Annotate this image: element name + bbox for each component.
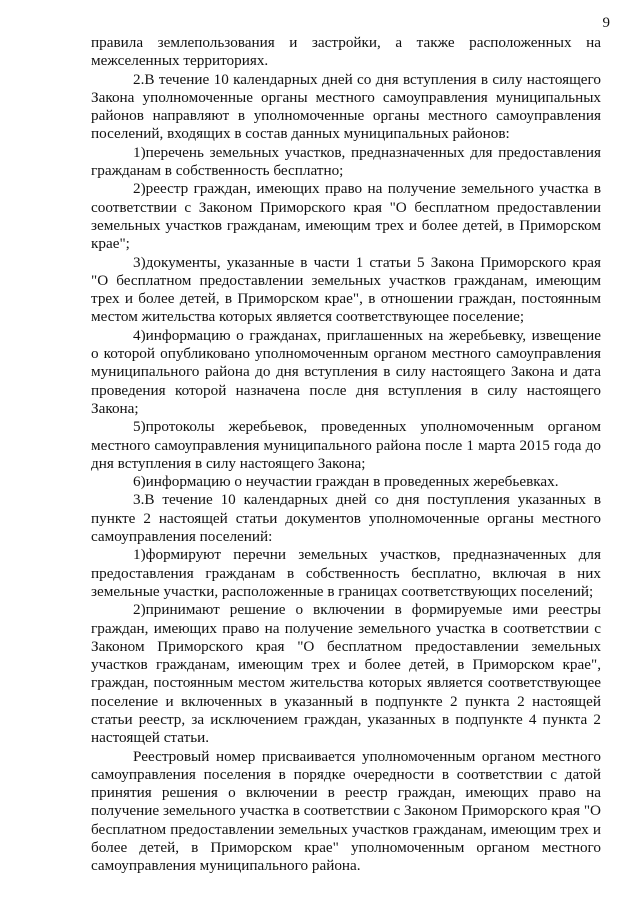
page-number: 9 — [602, 15, 610, 31]
paragraph-subitem-3-2: 2)принимают решение о включении в формируемые ими реестры граждан, имеющих право на получение земельного участка в соответствии с Законом Приморского края "О бесплатном предоставлении земельных участков гражданам, имеющим трех и более детей, в Приморском крае", граждан, постоянным местом жительства которых является соответствующее поселение и включенных в указанный в подпункте 2 пункта 2 настоящей статьи реестр, за исключением граждан, указанных в подпункте 4 пункта 2 настоящей статьи. — [91, 601, 601, 747]
paragraph-subitem-3-1: 1)формируют перечни земельных участков, предназначенных для предоставления гражданам в собственность бесплатно, включая в них земельные участки, расположенные в границах соответствующих поселений; — [91, 546, 601, 600]
paragraph-subitem-2-6: 6)информацию о неучастии граждан в проведенных жеребьевках. — [133, 473, 559, 491]
paragraph-continuation: правила землепользования и застройки, а также расположенных на межселенных территориях. — [91, 34, 601, 70]
paragraph-subitem-2-5: 5)протоколы жеребьевок, проведенных уполномоченным органом местного самоуправления муниципального района после 1 марта 2015 года до дня вступления в силу настоящего Закона; — [91, 418, 601, 472]
paragraph-subitem-2-4: 4)информацию о гражданах, приглашенных на жеребьевку, извещение о которой опубликовано уполномоченным органом местного самоуправления муниципального района до дня вступления в силу настоящего Закона и дата проведения которой назначена после дня вступления в силу настоящего Закона; — [91, 326, 601, 417]
paragraph-subitem-2-3: 3)документы, указанные в части 1 статьи 5 Закона Приморского края "О бесплатном предоставлении земельных участков гражданам, имеющим трех и более детей, в Приморском крае", в отношении граждан, постоянным местом жительства которых является соответствующее поселение; — [91, 253, 601, 326]
paragraph-subitem-2-2: 2)реестр граждан, имеющих право на получение земельного участка в соответствии с Законом Приморского края "О бесплатном предоставлении земельных участков гражданам, имеющим трех и более детей, в Приморском крае"; — [91, 180, 601, 253]
paragraph-subitem-2-1: 1)перечень земельных участков, предназначенных для предоставления гражданам в собственность бесплатно; — [91, 143, 601, 180]
paragraph-item-2: 2.В течение 10 календарных дней со дня вступления в силу настоящего Закона уполномоченные органы местного самоуправления муниципальных районов направляют в уполномоченные органы местного самоуправления поселений, входящих в состав данных муниципальных районов: — [91, 70, 601, 143]
paragraph-item-3: 3.В течение 10 календарных дней со дня поступления указанных в пункте 2 настоящей статьи документов уполномоченные органы местного самоуправления поселений: — [91, 491, 601, 546]
document-body — [91, 34, 601, 876]
paragraph-registry-number: Реестровый номер присваивается уполномоченным органом местного самоуправления поселения в порядке очередности в соответствии с датой принятия решения о включении в реестр граждан, имеющих право на получение земельного участка в соответствии с Законом Приморского края "О бесплатном предоставлении земельных участков гражданам, имеющим трех и более детей, в Приморском крае" уполномоченным органом местного самоуправления муниципального района. — [91, 747, 601, 875]
